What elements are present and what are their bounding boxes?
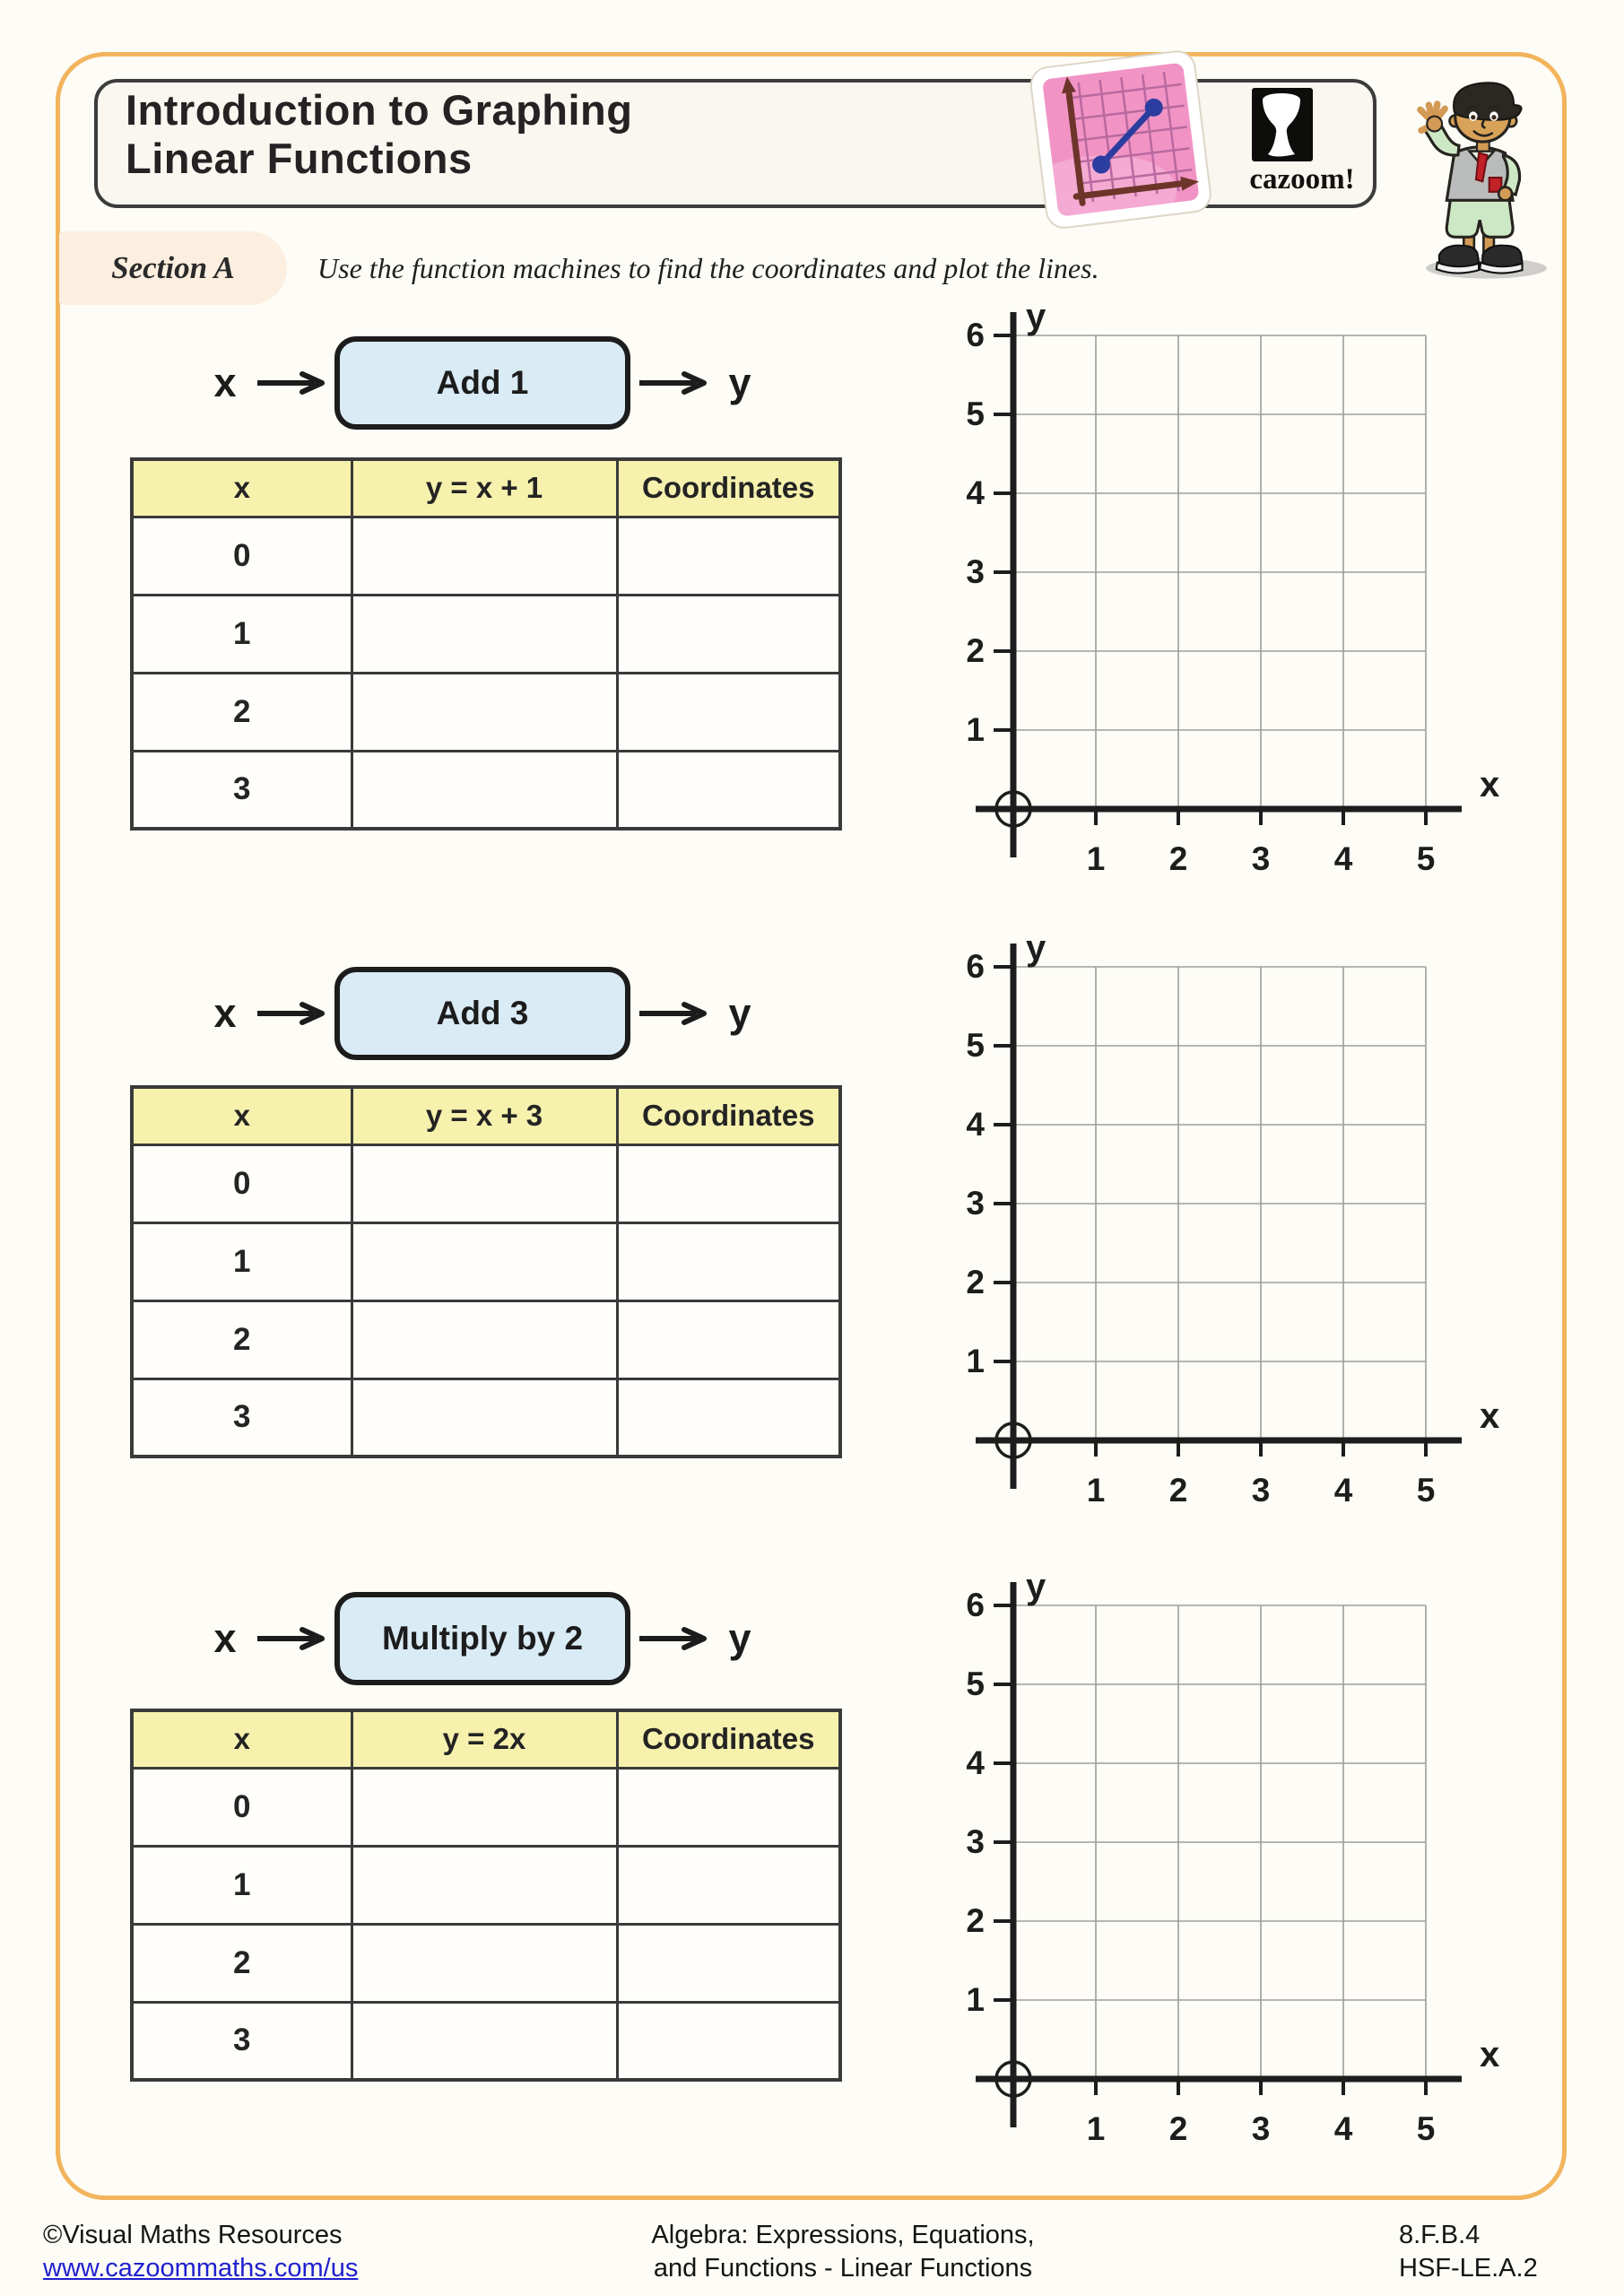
answer-cell	[617, 673, 840, 751]
footer-left	[43, 2219, 358, 2285]
page-title-line2: Linear Functions	[126, 134, 473, 182]
x-value-cell: 2	[132, 1300, 352, 1378]
gridlines	[1013, 1605, 1426, 2079]
x-value-cell: 0	[132, 1144, 352, 1222]
x-value-cell: 3	[132, 1378, 352, 1457]
svg-text:3: 3	[966, 1823, 985, 1860]
answer-cell	[617, 1924, 840, 2002]
answer-cell	[617, 1768, 840, 1846]
coordinate-grid-1	[933, 289, 1524, 890]
answer-cell	[617, 1144, 840, 1222]
machine-input-label: x	[213, 360, 237, 405]
x-axis-label: x	[1480, 1396, 1500, 1436]
y-tick-labels	[966, 1587, 985, 2018]
answer-cell	[352, 517, 617, 595]
col-header-coordinates: Coordinates	[617, 1710, 840, 1768]
subject-line2: and Functions - Linear Functions	[653, 2254, 1033, 2283]
arrow-right-icon	[638, 1002, 709, 1025]
table-row	[132, 517, 840, 595]
answer-cell	[617, 1300, 840, 1378]
answer-cell	[617, 595, 840, 673]
svg-text:1: 1	[966, 711, 985, 748]
arrow-right-icon	[256, 1627, 327, 1650]
machine-operation-box: Multiply by 2	[334, 1592, 630, 1685]
function-machine-1	[202, 336, 776, 430]
answer-cell	[617, 1222, 840, 1300]
machine-output-label: y	[728, 990, 751, 1036]
y-tick-labels	[966, 317, 985, 748]
y-tick-labels	[966, 948, 985, 1379]
coordinate-grid-2	[933, 920, 1524, 1521]
x-value-cell: 2	[132, 673, 352, 751]
svg-text:5: 5	[1416, 840, 1436, 877]
svg-text:5: 5	[966, 1665, 985, 1702]
x-value-cell: 3	[132, 2002, 352, 2080]
answer-cell	[352, 1924, 617, 2002]
svg-text:1: 1	[966, 1343, 985, 1379]
coordinate-grid-3	[933, 1559, 1524, 2160]
col-header-x: x	[132, 1710, 352, 1768]
answer-cell	[352, 595, 617, 673]
y-axis-label: y	[1026, 1567, 1046, 1606]
svg-text:2: 2	[1168, 2110, 1188, 2147]
table-row	[132, 673, 840, 751]
axis-ticks	[994, 967, 1426, 1457]
x-value-cell: 1	[132, 595, 352, 673]
arrow-right-icon	[256, 371, 327, 395]
machine-input-label: x	[213, 1615, 237, 1661]
svg-text:4: 4	[1333, 2110, 1353, 2147]
x-value-cell: 3	[132, 751, 352, 829]
svg-text:1: 1	[1086, 1472, 1106, 1509]
arrow-right-icon	[256, 1002, 327, 1025]
cazoom-logo	[1252, 88, 1313, 161]
svg-text:6: 6	[966, 317, 985, 353]
y-axis-label: y	[1026, 928, 1046, 968]
table-row	[132, 1924, 840, 2002]
table-row	[132, 1768, 840, 1846]
table-row	[132, 2002, 840, 2080]
instruction-text: Use the function machines to find the coordinates and plot the lines.	[317, 252, 1099, 284]
answer-cell	[617, 2002, 840, 2080]
col-header-x: x	[132, 1087, 352, 1144]
boy-mascot-illustration	[1392, 68, 1562, 285]
x-value-cell: 0	[132, 1768, 352, 1846]
col-header-formula: y = x + 1	[352, 459, 617, 517]
svg-text:3: 3	[1251, 1472, 1271, 1509]
answer-cell	[352, 1300, 617, 1378]
machine-output-label: y	[728, 360, 751, 405]
svg-text:6: 6	[966, 1587, 985, 1623]
function-machine-2	[202, 967, 776, 1060]
axis-ticks	[994, 335, 1426, 825]
svg-text:3: 3	[1251, 2110, 1271, 2147]
answer-cell	[352, 2002, 617, 2080]
x-value-cell: 2	[132, 1924, 352, 2002]
answer-cell	[352, 673, 617, 751]
graph-card-icon	[1026, 46, 1225, 237]
x-tick-labels	[1087, 840, 1436, 877]
footer-right	[1399, 2219, 1578, 2285]
function-table-1	[130, 457, 842, 831]
x-value-cell: 1	[132, 1222, 352, 1300]
svg-text:5: 5	[966, 1027, 985, 1064]
machine-operation-box: Add 3	[334, 967, 630, 1060]
y-axis-label: y	[1026, 297, 1046, 336]
col-header-formula: y = 2x	[352, 1710, 617, 1768]
answer-cell	[352, 1378, 617, 1457]
svg-text:2: 2	[1168, 1472, 1188, 1509]
svg-text:3: 3	[966, 1185, 985, 1222]
col-header-coordinates: Coordinates	[617, 1087, 840, 1144]
standard-code-1: 8.F.B.4	[1399, 2221, 1481, 2249]
x-tick-labels	[1087, 1472, 1436, 1509]
answer-cell	[352, 1846, 617, 1924]
svg-text:6: 6	[966, 948, 985, 985]
gridlines	[1013, 335, 1426, 809]
function-table-2	[130, 1085, 842, 1458]
answer-cell	[617, 751, 840, 829]
x-axis-label: x	[1480, 765, 1500, 804]
gridlines	[1013, 967, 1426, 1440]
page-title-line1: Introduction to Graphing	[126, 86, 633, 134]
answer-cell	[352, 1222, 617, 1300]
axis-ticks	[994, 1605, 1426, 2095]
logo-text: cazoom!	[1249, 163, 1355, 196]
x-value-cell: 0	[132, 517, 352, 595]
machine-output-label: y	[728, 1615, 751, 1661]
svg-text:2: 2	[966, 632, 985, 669]
svg-text:3: 3	[966, 553, 985, 590]
table-row	[132, 595, 840, 673]
x-axis-label: x	[1480, 2035, 1500, 2074]
table-row	[132, 1222, 840, 1300]
answer-cell	[617, 517, 840, 595]
table-row	[132, 1300, 840, 1378]
standard-code-2: HSF-LE.A.2	[1399, 2254, 1538, 2283]
col-header-x: x	[132, 459, 352, 517]
svg-text:4: 4	[966, 1106, 985, 1143]
svg-text:1: 1	[1086, 2110, 1106, 2147]
svg-text:5: 5	[1416, 1472, 1436, 1509]
col-header-formula: y = x + 3	[352, 1087, 617, 1144]
footer-center	[484, 2219, 1202, 2285]
arrow-right-icon	[638, 1627, 709, 1650]
drum-icon	[1252, 88, 1311, 160]
svg-text:1: 1	[1086, 840, 1106, 877]
machine-operation-box: Add 1	[334, 336, 630, 430]
arrow-right-icon	[638, 371, 709, 395]
svg-text:5: 5	[966, 396, 985, 432]
svg-text:1: 1	[966, 1981, 985, 2018]
svg-text:2: 2	[966, 1264, 985, 1300]
answer-cell	[617, 1378, 840, 1457]
table-row	[132, 751, 840, 829]
machine-input-label: x	[213, 990, 237, 1036]
col-header-coordinates: Coordinates	[617, 459, 840, 517]
x-value-cell: 1	[132, 1846, 352, 1924]
svg-text:4: 4	[1333, 1472, 1353, 1509]
function-table-3	[130, 1709, 842, 2082]
function-machine-3	[202, 1592, 776, 1685]
answer-cell	[352, 1144, 617, 1222]
answer-cell	[352, 1768, 617, 1846]
svg-text:3: 3	[1251, 840, 1271, 877]
answer-cell	[352, 751, 617, 829]
table-row	[132, 1846, 840, 1924]
x-tick-labels	[1087, 2110, 1436, 2147]
svg-text:2: 2	[1168, 840, 1188, 877]
svg-text:5: 5	[1416, 2110, 1436, 2147]
answer-cell	[617, 1846, 840, 1924]
section-label: Section A	[59, 231, 287, 305]
table-row	[132, 1378, 840, 1457]
subject-line1: Algebra: Expressions, Equations,	[651, 2221, 1035, 2249]
svg-text:4: 4	[966, 1744, 985, 1781]
svg-text:4: 4	[1333, 840, 1353, 877]
copyright-text: ©Visual Maths Resources	[43, 2221, 343, 2249]
table-row	[132, 1144, 840, 1222]
svg-text:4: 4	[966, 474, 985, 511]
page-title	[126, 86, 632, 182]
svg-text:2: 2	[966, 1902, 985, 1939]
website-link[interactable]: www.cazoommaths.com/us	[43, 2254, 359, 2283]
